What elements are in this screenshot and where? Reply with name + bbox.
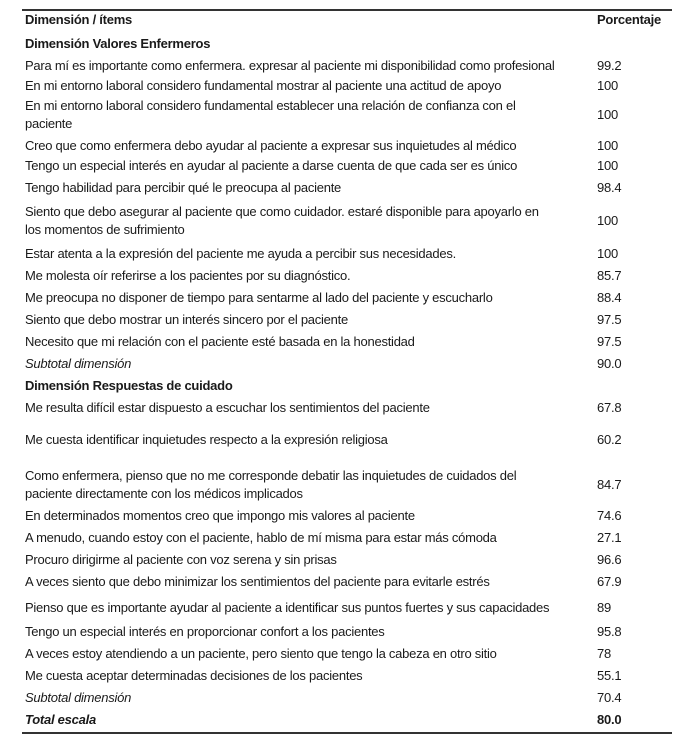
item-value: 95.8 — [597, 624, 622, 639]
item-text: A menudo, cuando estoy con el paciente, hablo de mí misma para estar más cómoda — [25, 530, 497, 545]
section-title-text: Dimensión Valores Enfermeros — [25, 36, 211, 51]
item-text: Me molesta oír referirse a los pacientes por su diagnóstico. — [25, 268, 351, 283]
item-value: 96.6 — [597, 552, 622, 567]
item-value: 100 — [597, 213, 618, 228]
item-value: 100 — [597, 246, 618, 261]
item-value: 100 — [597, 158, 618, 173]
item-value: 27.1 — [597, 530, 622, 545]
item-text: Tengo un especial interés en proporcionar confort a los pacientes — [25, 624, 385, 639]
item-text: Como enfermera, pienso que no me corresponde debatir las inquietudes de cuidados del paciente directamente con los médicos implicados — [25, 468, 517, 501]
item-value: 100 — [597, 138, 618, 153]
total-label: Total escala — [25, 712, 96, 727]
item-text: Tengo un especial interés en ayudar al paciente a darse cuenta de que cada ser es único — [25, 158, 518, 173]
item-value: 97.5 — [597, 334, 622, 349]
item-value: 55.1 — [597, 668, 622, 683]
item-value: 84.7 — [597, 477, 622, 492]
item-value: 88.4 — [597, 290, 622, 305]
item-value: 99.2 — [597, 58, 622, 73]
item-value: 74.6 — [597, 508, 622, 523]
item-text: Me cuesta aceptar determinadas decisiones de los pacientes — [25, 668, 363, 683]
item-value: 97.5 — [597, 312, 622, 327]
item-text: Necesito que mi relación con el paciente esté basada en la honestidad — [25, 334, 415, 349]
item-text: Siento que debo asegurar al paciente que como cuidador. estaré disponible para apoyarlo en los momentos de sufrimiento — [25, 204, 539, 237]
table-bottom-rule — [22, 732, 672, 734]
item-text: Me preocupa no disponer de tiempo para sentarme al lado del paciente y escucharlo — [25, 290, 493, 305]
item-value: 100 — [597, 107, 618, 122]
item-value: 98.4 — [597, 180, 622, 195]
item-text: Me cuesta identificar inquietudes respecto a la expresión religiosa — [25, 432, 388, 447]
item-text: Tengo habilidad para percibir qué le preocupa al paciente — [25, 180, 342, 195]
header-item: Dimensión / ítems — [25, 12, 132, 27]
item-text: Siento que debo mostrar un interés sincero por el paciente — [25, 312, 348, 327]
item-value: 60.2 — [597, 432, 622, 447]
item-value: 85.7 — [597, 268, 622, 283]
item-text: A veces estoy atendiendo a un paciente, pero siento que tengo la cabeza en otro sitio — [25, 646, 497, 661]
item-text: En mi entorno laboral considero fundamental establecer una relación de confianza con el paciente — [25, 98, 516, 131]
item-text: Pienso que es importante ayudar al paciente a identificar sus puntos fuertes y sus capacidades — [25, 600, 550, 615]
subtotal-value: 70.4 — [597, 690, 622, 705]
item-text: Estar atenta a la expresión del paciente me ayuda a percibir sus necesidades. — [25, 246, 456, 261]
item-text: Creo que como enfermera debo ayudar al paciente a expresar sus inquietudes al médico — [25, 138, 517, 153]
subtotal-label: Subtotal dimensión — [25, 356, 132, 371]
item-text: Para mí es importante como enfermera. expresar al paciente mi disponibilidad como profesional — [25, 58, 555, 73]
item-text: A veces siento que debo minimizar los sentimientos del paciente para evitarle estrés — [25, 574, 490, 589]
item-value: 78 — [597, 646, 611, 661]
item-text: Procuro dirigirme al paciente con voz serena y sin prisas — [25, 552, 337, 567]
item-value: 67.9 — [597, 574, 622, 589]
header-value: Porcentaje — [597, 12, 661, 27]
total-value: 80.0 — [597, 712, 622, 727]
subtotal-label: Subtotal dimensión — [25, 690, 132, 705]
item-value: 89 — [597, 600, 611, 615]
subtotal-value: 90.0 — [597, 356, 622, 371]
section-title-text: Dimensión Respuestas de cuidado — [25, 378, 233, 393]
item-value: 67.8 — [597, 400, 622, 415]
item-text: En determinados momentos creo que impongo mis valores al paciente — [25, 508, 415, 523]
item-text: En mi entorno laboral considero fundamental mostrar al paciente una actitud de apoyo — [25, 78, 502, 93]
item-text: Me resulta difícil estar dispuesto a escuchar los sentimientos del paciente — [25, 400, 430, 415]
item-value: 100 — [597, 78, 618, 93]
